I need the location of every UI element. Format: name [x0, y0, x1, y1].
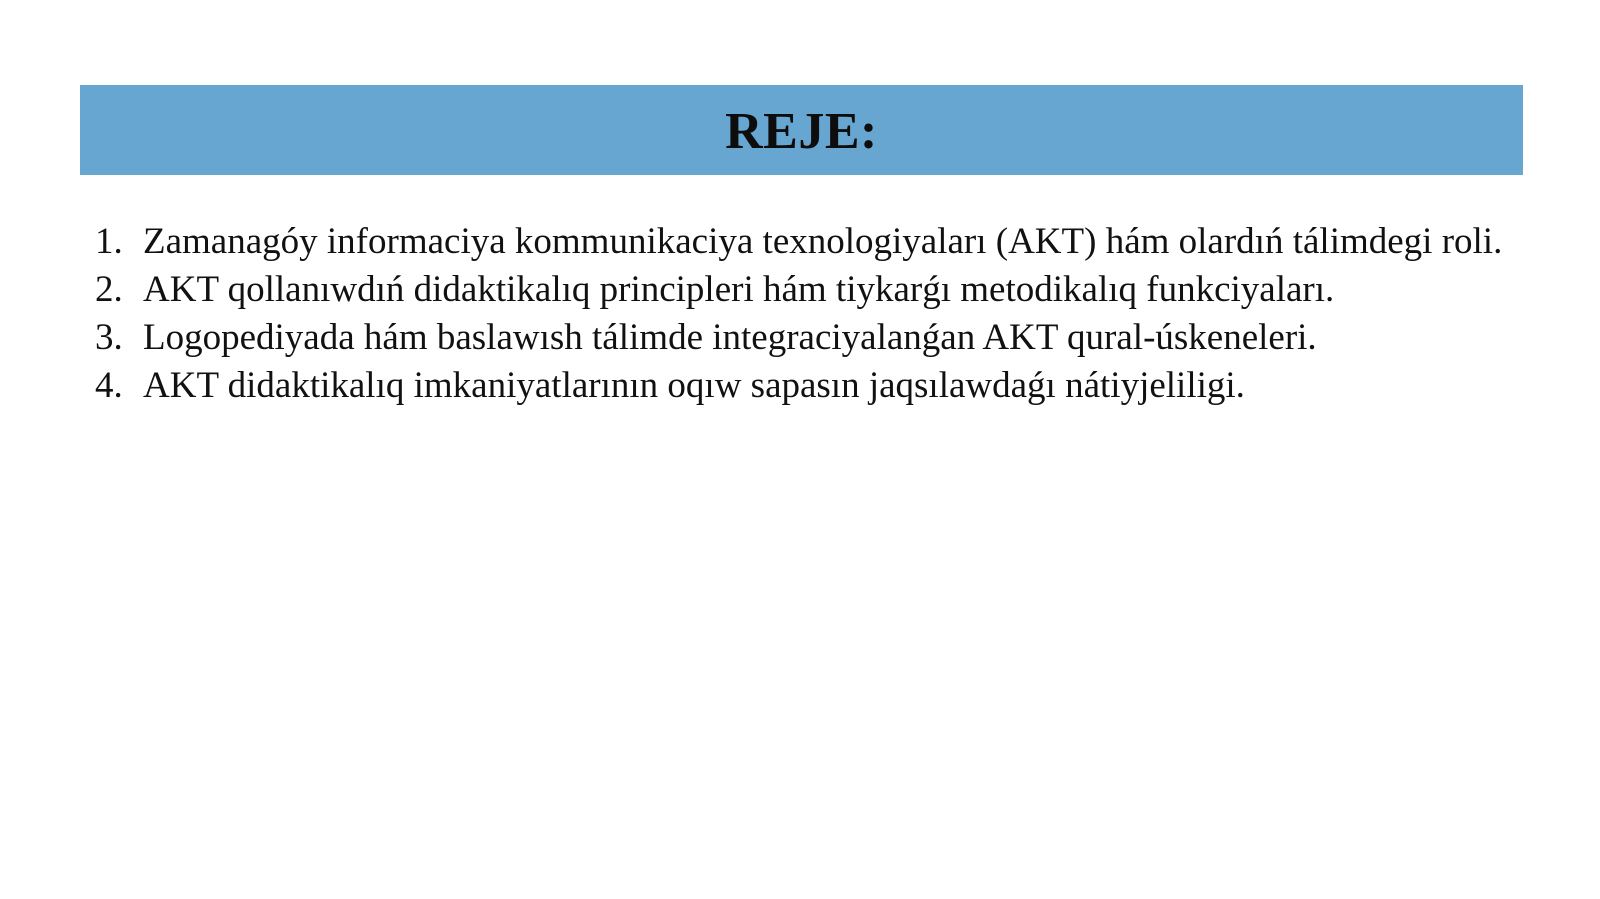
list-item [95, 218, 1507, 266]
list-item-text: AKT qollanıwdıń didaktikalıq principleri hám tiykarǵı metodikalıq funkciyaları. [143, 269, 1335, 310]
list-item [95, 266, 1507, 314]
list-item-number: 3. [95, 317, 123, 358]
list-item [95, 314, 1507, 362]
slide-title: REJE: [725, 103, 878, 160]
list-item-number: 4. [95, 365, 123, 406]
list-item-number: 2. [95, 269, 123, 310]
plan-list [95, 218, 1507, 410]
title-bar [80, 85, 1523, 175]
list-item [95, 362, 1507, 410]
list-item-number: 1. [95, 221, 123, 262]
list-item-text: Logopediyada hám baslawısh tálimde integraciyalanǵan AKT qural-úskeneleri. [143, 317, 1317, 358]
list-item-text: AKT didaktikalıq imkaniyatlarının oqıw sapasın jaqsılawdaǵı nátiyjeliligi. [143, 365, 1245, 406]
list-item-text: Zamanagóy informaciya kommunikaciya texnologiyaları (AKT) hám olardıń tálimdegi roli. [143, 221, 1503, 262]
